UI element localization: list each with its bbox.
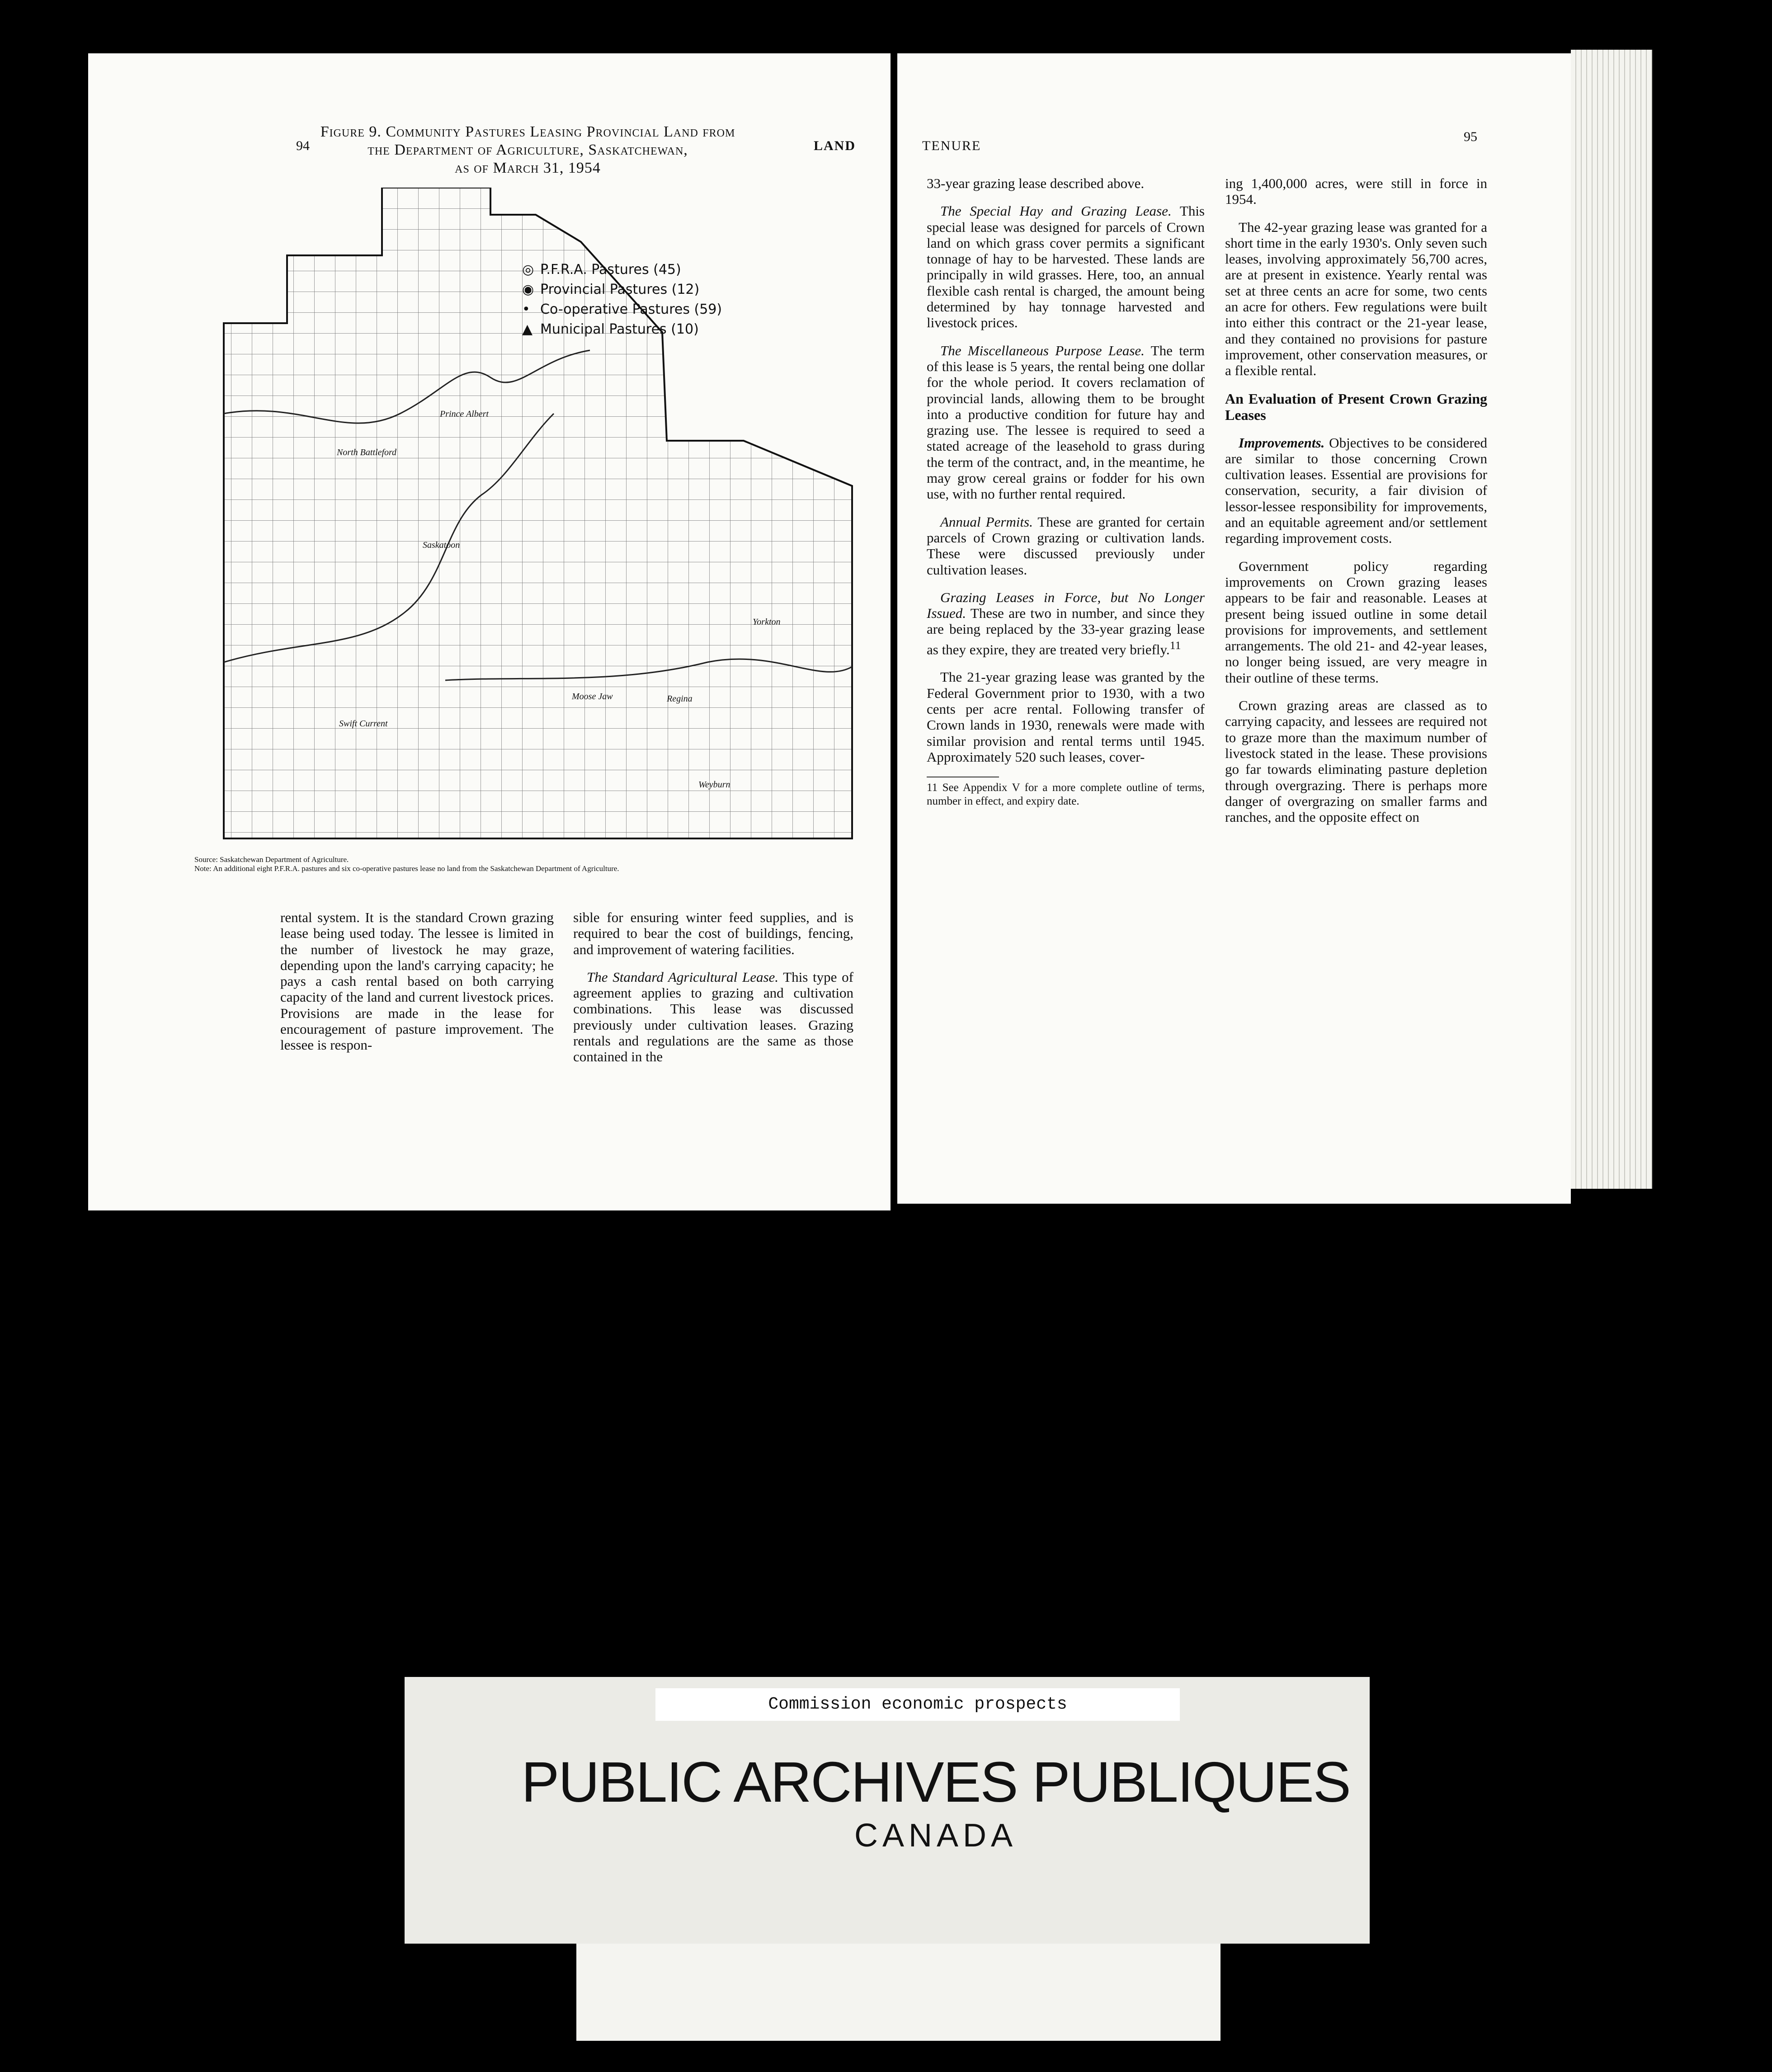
figure-caption-line-1: Figure 9. Community Pastures Leasing Provincial Land from (320, 123, 735, 140)
place-north-battleford: North Battleford (337, 447, 397, 457)
figure-caption-line-2: the Department of Agriculture, Saskatchewan, (368, 141, 688, 158)
pfra-marker-icon: ◎ (522, 262, 534, 278)
figure-caption (194, 123, 861, 177)
paragraph: The 21-year grazing lease was granted by the Federal Government prior to 1930, with a two cents per acre rental. Following transfer of Crown lands in 1930, renewals were made with similar provision and rental terms until 1945. Approximately 520 such leases, cover- (927, 669, 1205, 765)
place-yorkton: Yorkton (753, 617, 781, 627)
paragraph (1225, 435, 1487, 546)
right-page-column-2 (1225, 175, 1487, 837)
paragraph-title: Annual Permits. (940, 513, 1033, 530)
archive-card-tab (576, 1939, 1221, 2041)
place-regina: Regina (667, 694, 693, 704)
legend-cooperative: Co-operative Pastures (59) (540, 301, 722, 317)
place-swift-current: Swift Current (339, 719, 388, 729)
place-saskatoon: Saskatoon (423, 540, 460, 550)
archive-stamp-country: CANADA (854, 1818, 1018, 1854)
archive-label: Commission economic prospects (655, 1688, 1180, 1721)
place-prince-albert: Prince Albert (440, 409, 489, 419)
footnote-ref: 11 (1169, 638, 1181, 652)
legend-municipal: Municipal Pastures (10) (540, 321, 699, 337)
paragraph: ing 1,400,000 acres, were still in force in 1954. (1225, 175, 1487, 207)
paragraph (927, 203, 1205, 330)
figure-note: Note: An additional eight P.F.R.A. pastures and six co-operative pastures lease no land from the Saskatchewan Department of Agriculture. (194, 864, 619, 873)
paragraph: Government policy regarding improvements on Crown grazing leases appears to be fair and reasonable. Leases at present being issued outline in some detail provisions for improvements, and settlement arrangements. The old 21- and 42-year leases, no longer being issued, are very meagre in their outline of these terms. (1225, 558, 1487, 686)
provincial-marker-icon: ◉ (522, 282, 534, 297)
paragraph: 33-year grazing lease described above. (927, 175, 1145, 191)
paragraph: rental system. It is the standard Crown grazing lease being used today. The lessee is limited in the number of livestock he may graze, depending upon the land's carrying capacity; he pays a cash rental based on both carrying capacity of the land and current livestock prices. Provisions are made in the lease for encouragement of pasture improvement. The lessee is respon- (280, 909, 554, 1053)
paragraph-title: Improvements. (1239, 434, 1325, 451)
paragraph-body: Objectives to be considered are similar to those concerning Crown cultivation leases. Essential are provisions for conservation, security, a fair division of lessor-lessee responsibility for improvements, and an equitable agreement and/or settlement regarding improvement costs. (1225, 434, 1487, 546)
place-moose-jaw: Moose Jaw (572, 692, 613, 702)
right-page-number: 95 (1464, 129, 1477, 144)
page-edge-stack-right (1571, 50, 1652, 1189)
left-running-head: LAND (814, 138, 856, 153)
archive-stamp-title: PUBLIC ARCHIVES PUBLIQUES (521, 1750, 1350, 1814)
paragraph-body: These are granted for certain parcels of Crown grazing or cultivation lands. These were discussed previously under cultivation leases. (927, 513, 1205, 578)
left-page-column-2 (573, 909, 853, 1077)
paragraph-title: The Miscellaneous Purpose Lease. (940, 342, 1145, 358)
paragraph (573, 969, 853, 1065)
right-running-head: TENURE (922, 138, 981, 153)
cooperative-marker-icon: • (522, 301, 530, 317)
legend-pfra: P.F.R.A. Pastures (45) (540, 262, 681, 278)
paragraph-body: This type of agreement applies to grazing and cultivation combinations. This lease was discussed previously under cultivation leases. Grazing rentals and regulations are the same as those contained in the (573, 969, 853, 1065)
figure-source-note (194, 855, 863, 873)
paragraph (927, 514, 1205, 578)
paragraph: The 42-year grazing lease was granted for a short time in the early 1930's. Only seven such leases, involving approximately 56,700 acres, are at present in existence. Yearly rental was set at three cents an acre for some, two cents an acre for others. Few regulations were built into either this contract or the 21-year lease, and they contained no provisions for pasture improvement, other conservation measures, or a flexible rental. (1225, 219, 1487, 379)
footnote: 11 See Appendix V for a more complete outline of terms, number in effect, and expiry date. (927, 782, 1205, 808)
paragraph: Crown grazing areas are classed as to carrying capacity, and lessees are required not to graze more than the maximum number of livestock stated in the lease. These provisions go far towards eliminating pasture depletion through overgrazing. There is perhaps more danger of overgrazing on smaller farms and ranches, and the opposite effect on (1225, 697, 1487, 825)
figure-caption-line-3: as of March 31, 1954 (455, 160, 601, 176)
paragraph-title: The Standard Agricultural Lease. (587, 969, 779, 985)
municipal-marker-icon: ▲ (522, 321, 533, 337)
saskatchewan-pasture-map (210, 188, 859, 845)
paragraph-title: The Special Hay and Grazing Lease. (940, 203, 1172, 219)
paragraph-body: The term of this lease is 5 years, the rental being one dollar for the whole period. It covers reclamation of provincial lands, allowing them to be brought into a productive condition for future hay and grazing use. The lessee is required to seed a stated acreage of the leasehold to grass during the term of the contract, and, in the meantime, he may grow cereal grains or fodder for his own use, with no further rental required. (927, 342, 1205, 502)
paragraph (927, 343, 1205, 502)
left-page-column-1 (280, 909, 554, 1065)
paragraph: sible for ensuring winter feed supplies, and is required to bear the cost of buildings, fencing, and improvement of watering facilities. (573, 909, 853, 957)
figure-source: Source: Saskatchewan Department of Agriculture. (194, 855, 349, 864)
legend-provincial: Provincial Pastures (12) (540, 282, 700, 297)
left-page-number: 94 (296, 138, 310, 153)
place-weyburn: Weyburn (698, 780, 730, 790)
map-legend (522, 260, 722, 339)
section-heading: An Evaluation of Present Crown Grazing Leases (1225, 390, 1487, 423)
paragraph-body: These are two in number, and since they are being replaced by the 33-year grazing lease as they expire, they are treated very briefly. (927, 605, 1205, 658)
paragraph-title: Grazing Leases in Force, but No Longer Issued. (927, 589, 1205, 622)
paragraph-body: This special lease was designed for parcels of Crown land on which grass cover permits a significant tonnage of hay to be harvested. These lands are principally in wild grasses. Here, too, an annual flexible cash rental is charged, the amount being determined by hay tonnage harvested and livestock prices. (927, 203, 1205, 331)
paragraph (927, 589, 1205, 658)
right-page-column-1 (927, 175, 1205, 808)
